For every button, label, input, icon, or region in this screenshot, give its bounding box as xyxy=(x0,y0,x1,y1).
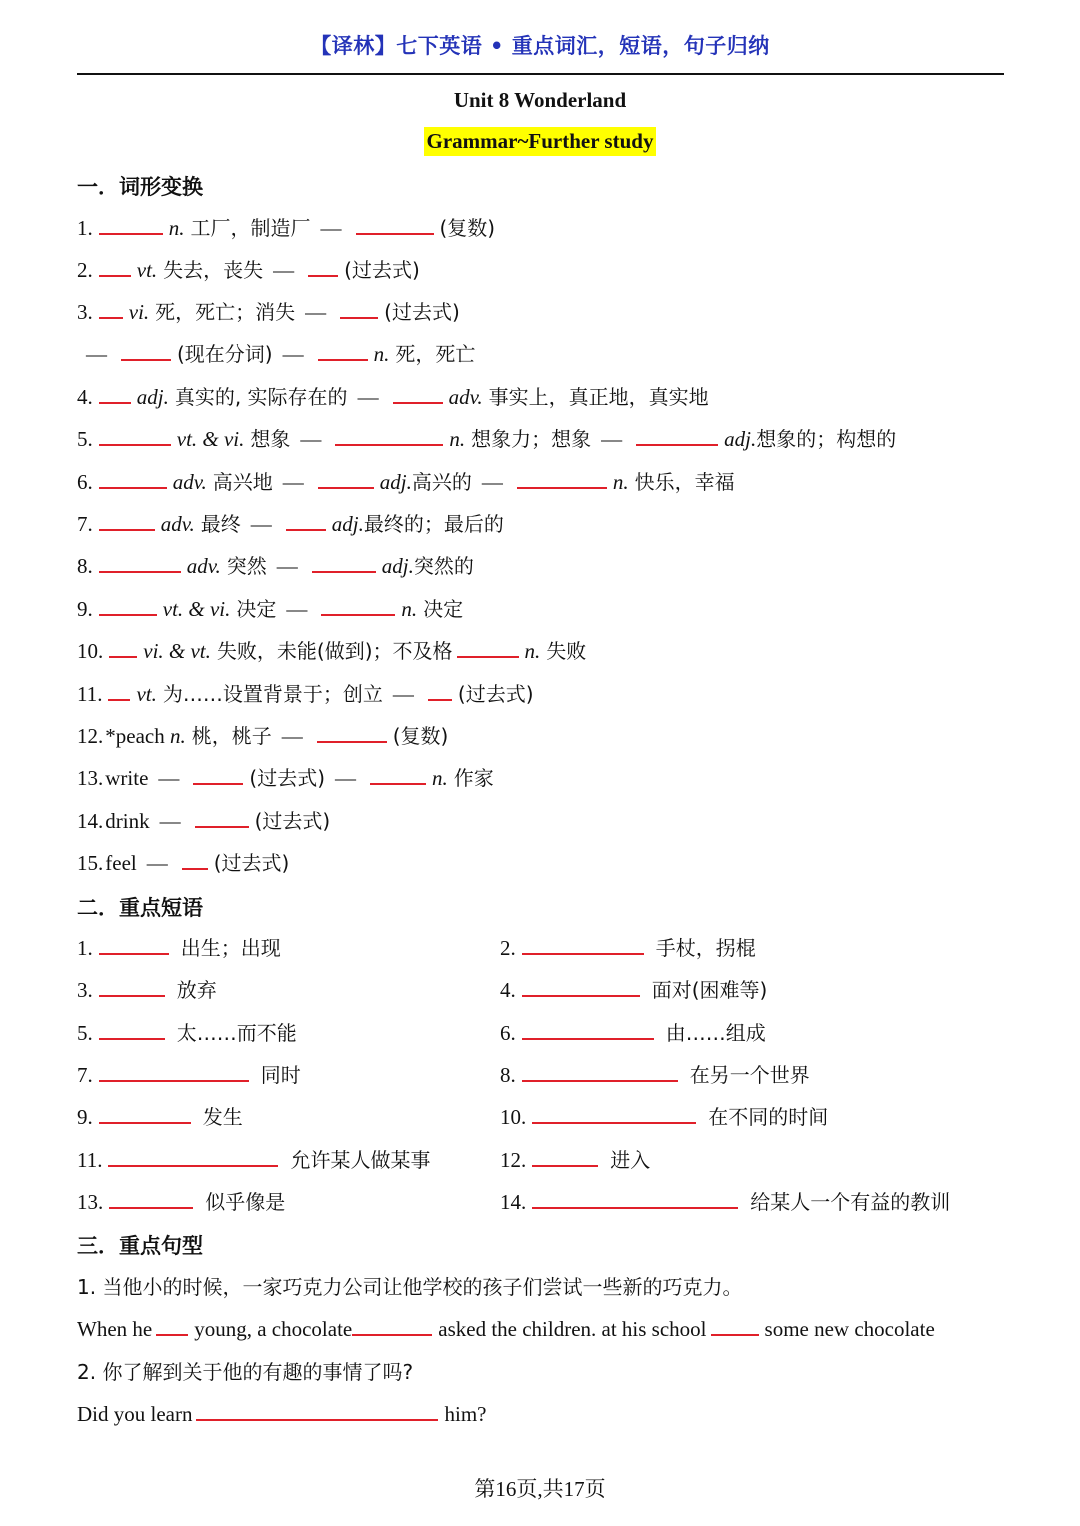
answer-blank[interactable] xyxy=(99,552,181,573)
answer-blank[interactable] xyxy=(182,849,208,870)
phrase-item-4: 4. 面对(困难等) xyxy=(500,978,768,1002)
answer-blank[interactable] xyxy=(108,1146,278,1167)
answer-blank[interactable] xyxy=(196,1400,438,1421)
answer-blank[interactable] xyxy=(99,976,165,997)
phrase-item-12: 12. 进入 xyxy=(500,1148,651,1172)
answer-blank[interactable] xyxy=(317,722,387,743)
word-item-13: 13.write — (过去式) — n. 作家 xyxy=(77,766,494,790)
word-item-4: 4. adj. 真实的, 实际存在的 — adv. 事实上，真正地，真实地 xyxy=(77,385,709,409)
answer-blank[interactable] xyxy=(457,637,519,658)
phrase-item-7: 7. 同时 xyxy=(77,1063,301,1087)
answer-blank[interactable] xyxy=(99,510,155,531)
answer-blank[interactable] xyxy=(352,1315,432,1336)
answer-blank[interactable] xyxy=(522,1019,654,1040)
answer-blank[interactable] xyxy=(356,214,434,235)
answer-blank[interactable] xyxy=(99,425,171,446)
phrase-item-11: 11. 允许某人做某事 xyxy=(77,1148,431,1172)
word-item-7: 7. adv. 最终 — adj.最终的；最后的 xyxy=(77,512,504,536)
answer-blank[interactable] xyxy=(370,764,426,785)
word-item-5: 5. vt. & vi. 想象 — n. 想象力；想象 — adj.想象的；构想的 xyxy=(77,427,897,451)
answer-blank[interactable] xyxy=(335,425,443,446)
answer-blank[interactable] xyxy=(99,934,169,955)
word-item-11: 11. vt. 为……设置背景于；创立 — (过去式) xyxy=(77,682,534,706)
word-item-2: 2. vt. 失去，丧失 — (过去式) xyxy=(77,258,420,282)
phrase-item-8: 8. 在另一个世界 xyxy=(500,1063,810,1087)
phrase-item-10: 10. 在不同的时间 xyxy=(500,1105,829,1129)
answer-blank[interactable] xyxy=(522,976,640,997)
sentence-1-chinese: 1. 当他小的时候，一家巧克力公司让他学校的孩子们尝试一些新的巧克力。 xyxy=(77,1275,743,1299)
section-title-phrases: 二．重点短语 xyxy=(77,896,203,920)
phrase-item-14: 14. 给某人一个有益的教训 xyxy=(500,1190,951,1214)
word-item-1: 1. n. 工厂，制造厂 — (复数) xyxy=(77,216,496,240)
answer-blank[interactable] xyxy=(99,595,157,616)
subtitle-wrap xyxy=(0,127,1080,156)
answer-blank[interactable] xyxy=(193,764,243,785)
answer-blank[interactable] xyxy=(532,1103,696,1124)
phrase-item-9: 9. 发生 xyxy=(77,1105,243,1129)
phrase-item-5: 5. 太……而不能 xyxy=(77,1021,297,1045)
phrase-item-3: 3. 放弃 xyxy=(77,978,217,1002)
word-item-14: 14.drink — (过去式) xyxy=(77,809,331,833)
sentence-2-english: Did you learn him? xyxy=(77,1402,487,1426)
section-title-sentences: 三．重点句型 xyxy=(77,1234,203,1258)
phrase-item-2: 2. 手杖，拐棍 xyxy=(500,936,756,960)
word-item-15: 15.feel — (过去式) xyxy=(77,851,290,875)
answer-blank[interactable] xyxy=(522,1061,678,1082)
word-item-12: 12.*peach n. 桃，桃子 — (复数) xyxy=(77,724,449,748)
header-rule xyxy=(77,73,1004,75)
subtitle-highlight: Grammar~Further study xyxy=(424,127,657,156)
answer-blank[interactable] xyxy=(321,595,395,616)
word-item-8: 8. adv. 突然 — adj.突然的 xyxy=(77,554,474,578)
answer-blank[interactable] xyxy=(108,680,130,701)
answer-blank[interactable] xyxy=(286,510,326,531)
word-item-6: 6. adv. 高兴地 — adj.高兴的 — n. 快乐，幸福 xyxy=(77,470,735,494)
answer-blank[interactable] xyxy=(340,298,378,319)
answer-blank[interactable] xyxy=(636,425,718,446)
answer-blank[interactable] xyxy=(109,637,137,658)
answer-blank[interactable] xyxy=(99,256,131,277)
answer-blank[interactable] xyxy=(711,1315,759,1336)
answer-blank[interactable] xyxy=(99,1019,165,1040)
unit-title: Unit 8 Wonderland xyxy=(453,88,627,112)
answer-blank[interactable] xyxy=(99,1103,191,1124)
word-item-9: 9. vt. & vi. 决定 — n. 决定 xyxy=(77,597,464,621)
answer-blank[interactable] xyxy=(532,1146,598,1167)
answer-blank[interactable] xyxy=(99,214,163,235)
answer-blank[interactable] xyxy=(312,552,376,573)
sentence-2-chinese: 2. 你了解到关于他的有趣的事情了吗? xyxy=(77,1360,414,1384)
sentence-1-english: When he young, a chocolate asked the children. at his school some new chocolate xyxy=(77,1317,935,1341)
answer-blank[interactable] xyxy=(393,383,443,404)
answer-blank[interactable] xyxy=(99,298,123,319)
answer-blank[interactable] xyxy=(195,807,249,828)
answer-blank[interactable] xyxy=(517,468,607,489)
answer-blank[interactable] xyxy=(532,1188,738,1209)
answer-blank[interactable] xyxy=(522,934,644,955)
page-footer: 第16页,共17页 xyxy=(474,1477,606,1501)
answer-blank[interactable] xyxy=(156,1315,188,1336)
answer-blank[interactable] xyxy=(318,340,368,361)
word-item-3: 3. vi. 死，死亡；消失 — (过去式) xyxy=(77,300,460,324)
answer-blank[interactable] xyxy=(99,383,131,404)
phrase-item-1: 1. 出生；出现 xyxy=(77,936,281,960)
word-item-10: 10. vi. & vt. 失败，未能(做到)；不及格 n. 失败 xyxy=(77,639,587,663)
answer-blank[interactable] xyxy=(99,468,167,489)
section-title-word-forms: 一．词形变换 xyxy=(77,175,203,199)
phrase-item-13: 13. 似乎像是 xyxy=(77,1190,286,1214)
page-header: 【译林】七下英语 • 重点词汇，短语，句子归纳 xyxy=(310,34,770,58)
answer-blank[interactable] xyxy=(109,1188,193,1209)
answer-blank[interactable] xyxy=(428,680,452,701)
answer-blank[interactable] xyxy=(318,468,374,489)
answer-blank[interactable] xyxy=(308,256,338,277)
word-item-3-cont: — (现在分词) — n. 死，死亡 xyxy=(86,342,476,366)
phrase-item-6: 6. 由……组成 xyxy=(500,1021,766,1045)
answer-blank[interactable] xyxy=(99,1061,249,1082)
answer-blank[interactable] xyxy=(121,340,171,361)
